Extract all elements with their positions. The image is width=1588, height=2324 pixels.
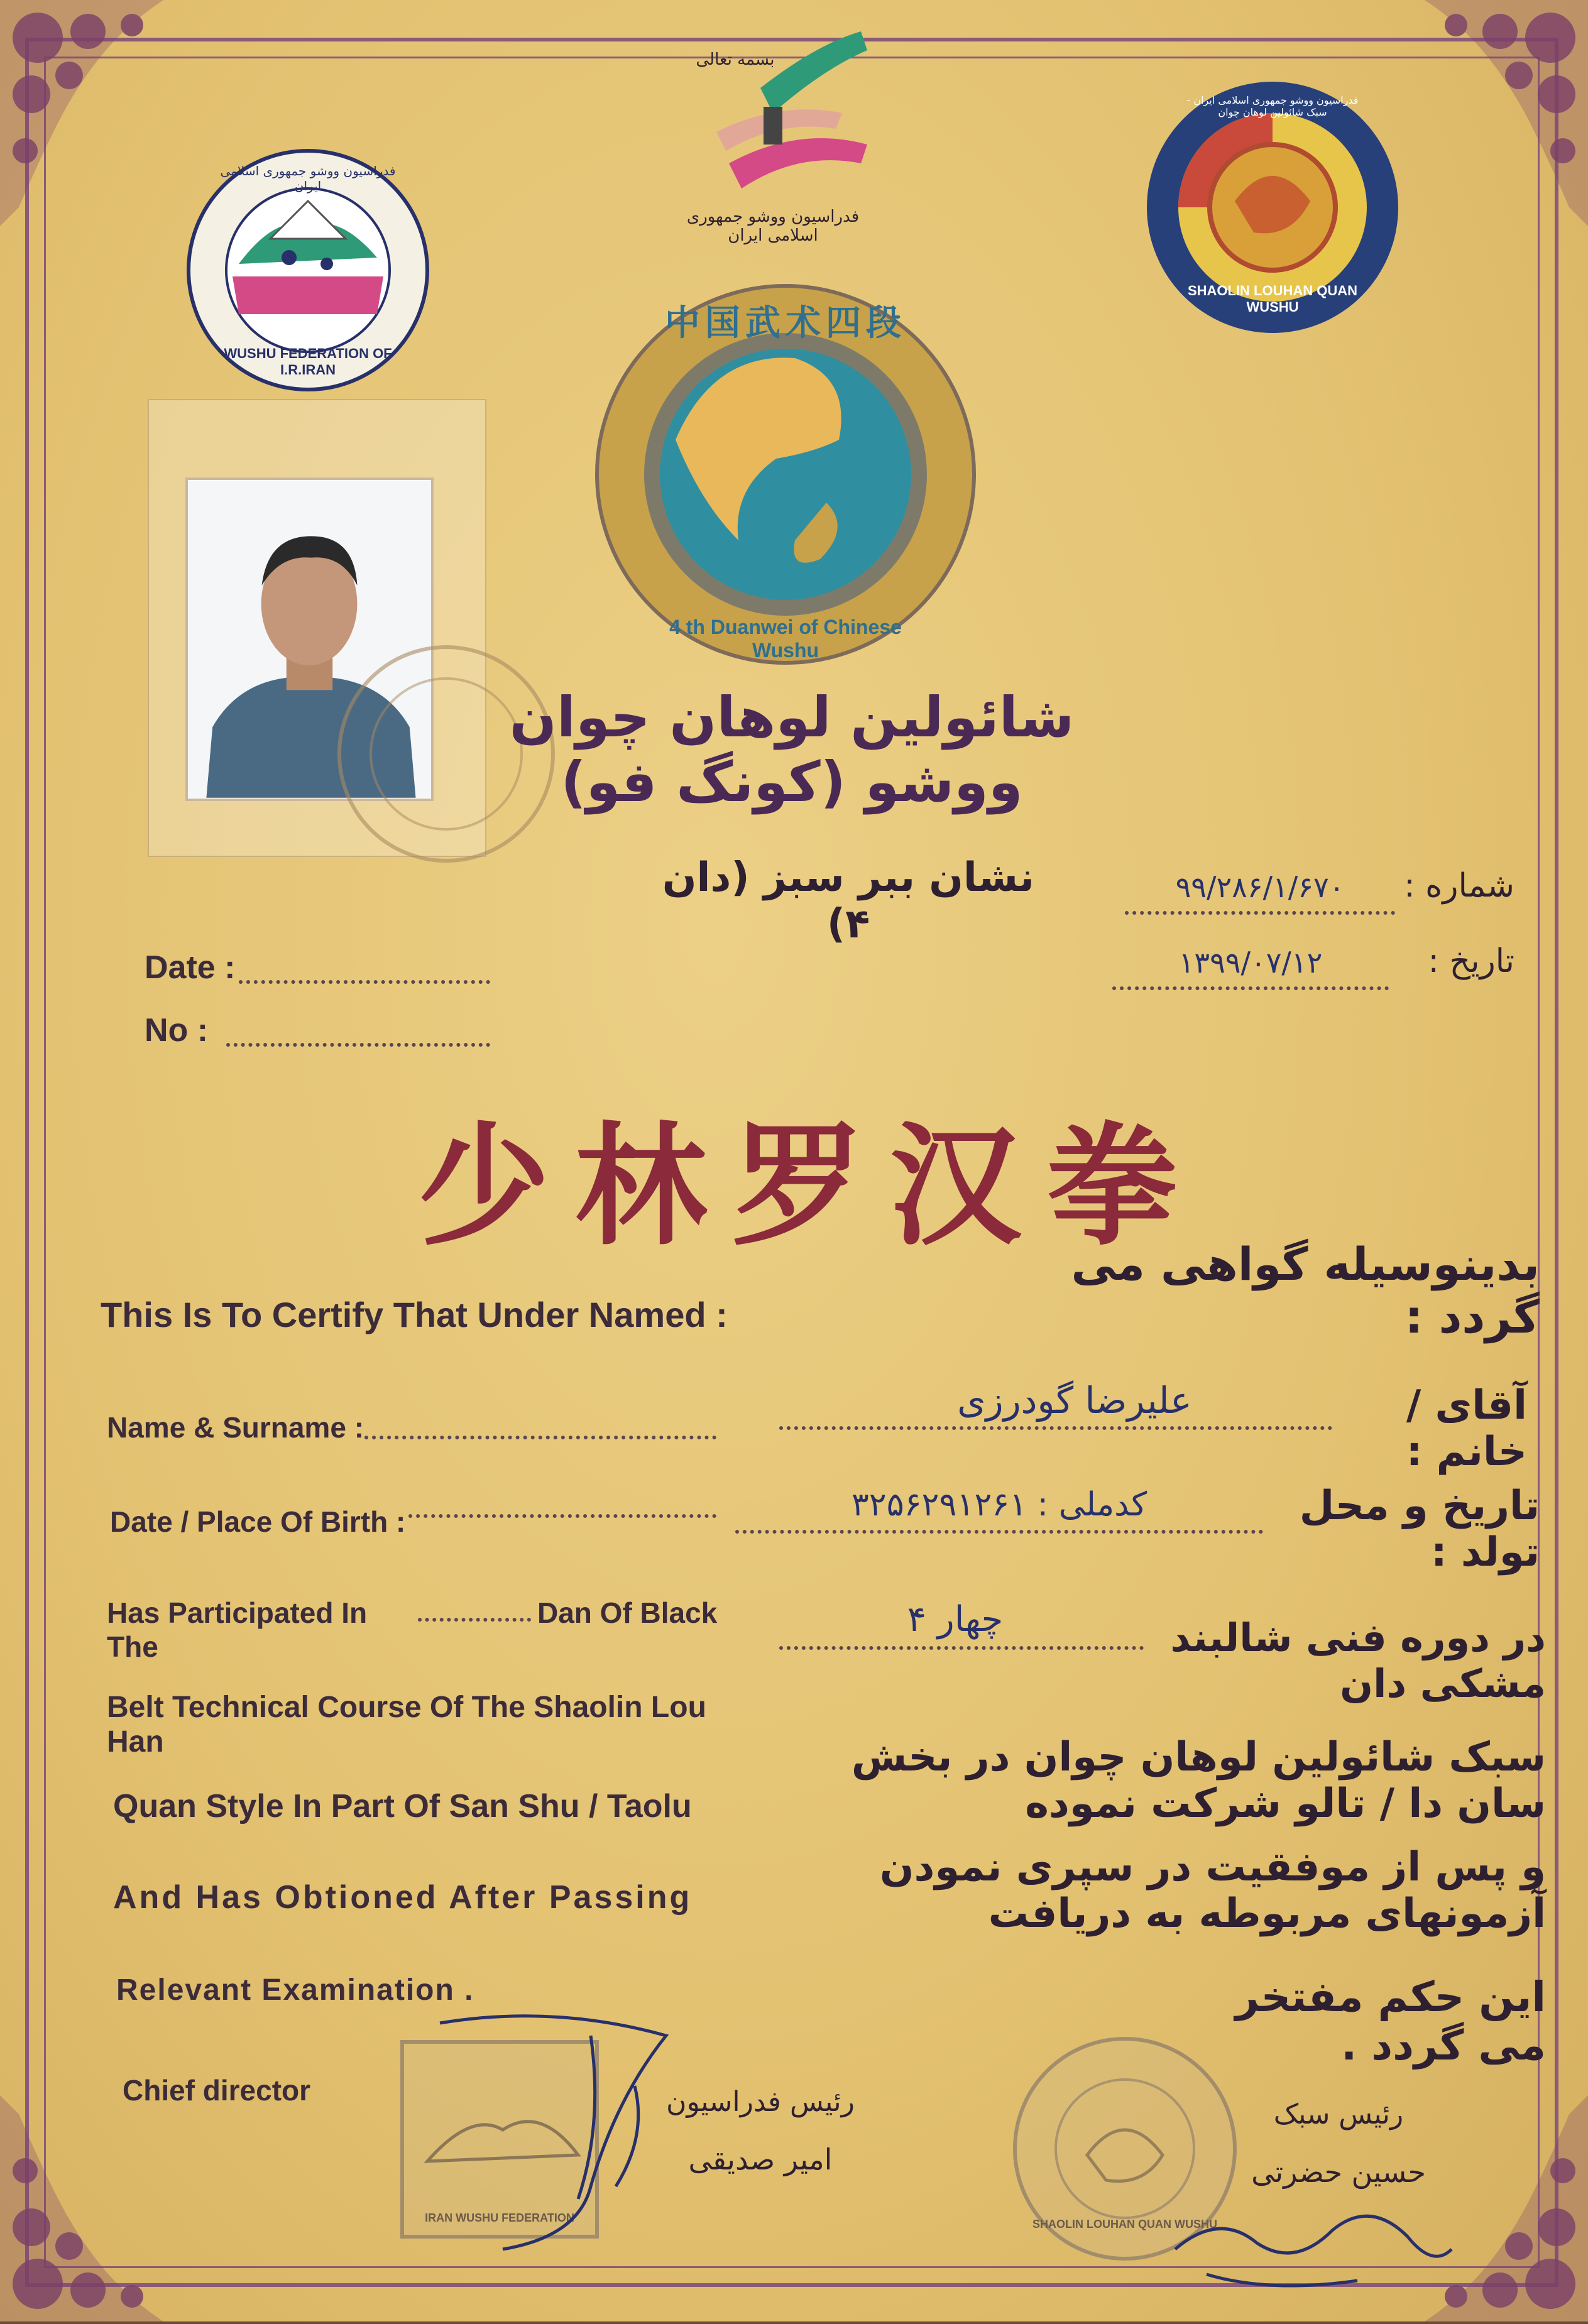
en-line-belt: Belt Technical Course Of The Shaolin Lou Han bbox=[107, 1691, 706, 1759]
no-en-dots bbox=[226, 1043, 490, 1047]
number-dots bbox=[1125, 911, 1395, 915]
en-line-quan: Quan Style In Part Of San Shu / Taolu bbox=[113, 1788, 692, 1825]
duanwei-emblem bbox=[588, 276, 983, 672]
en-chief-director: Chief director bbox=[123, 2074, 311, 2107]
en-participated-a: Has Participated In The bbox=[107, 1596, 368, 1663]
emblem-chinese-chars: 中国武术四段 bbox=[665, 303, 906, 342]
chinese-title: 少林罗汉拳 bbox=[417, 1108, 1203, 1263]
en-dob-dots bbox=[408, 1514, 716, 1518]
center-top-text: فدراسیون ووشو جمهوری اسلامی ایران bbox=[686, 207, 860, 245]
persian-title: شائولین لوهان چوان ووشو (کونگ فو) bbox=[509, 685, 1075, 814]
fed-name: امیر صدیقی bbox=[688, 2142, 833, 2176]
center-top-small-text: بسمه تعالی bbox=[696, 50, 775, 69]
fa-course-label: در دوره فنی شالبند مشکی دان bbox=[1170, 1615, 1546, 1706]
wushu-federation-logo bbox=[182, 145, 434, 396]
left-logo-en-text: WUSHU FEDERATION OF I.R.IRAN bbox=[224, 346, 392, 378]
fa-name-label: آقای / خانم : bbox=[1406, 1382, 1527, 1475]
fa-name-dots bbox=[779, 1426, 1332, 1430]
federation-stamp-text: IRAN WUSHU FEDERATION bbox=[425, 2212, 574, 2224]
shaolin-louhan-logo bbox=[1141, 75, 1405, 339]
date-dots bbox=[1112, 986, 1389, 990]
number-value: ۹۹/۲۸۶/۱/۶۷۰ bbox=[1175, 870, 1345, 904]
en-participated-b: Dan Of Black bbox=[537, 1596, 718, 1629]
date-label: تاریخ : bbox=[1428, 942, 1514, 980]
shaolin-stamp-text: SHAOLIN LOUHAN QUAN WUSHU bbox=[1032, 2218, 1217, 2230]
en-certify: This Is To Certify That Under Named : bbox=[101, 1295, 728, 1334]
corner-ornament-top-left bbox=[0, 0, 214, 239]
en-name-label: Name & Surname : bbox=[107, 1411, 364, 1444]
en-line-obtioned: And Has Obtioned After Passing bbox=[113, 1879, 693, 1916]
emblem-caption: 4 th Duanwei of Chinese Wushu bbox=[669, 616, 902, 662]
number-label: شماره : bbox=[1404, 867, 1514, 905]
fa-line-success: و پس از موفقیت در سپری نمودن آزمونهای مربوطه به دریافت bbox=[879, 1844, 1546, 1937]
style-name: حسین حضرتی bbox=[1251, 2155, 1426, 2189]
fa-certify: بدینوسیله گواهی می گردد : bbox=[1071, 1238, 1540, 1343]
fa-dob-value: کدملی : ۳۲۵۶۲۹۱۲۶۱ bbox=[851, 1486, 1147, 1524]
fa-name-value: علیرضا گودرزی bbox=[957, 1379, 1192, 1422]
date-en-label: Date : bbox=[145, 949, 236, 986]
en-participated-dots bbox=[418, 1618, 531, 1622]
federation-signature bbox=[427, 1998, 704, 2262]
fa-line-final: این حکم مفتخر می گردد . bbox=[1235, 1973, 1546, 2070]
date-value: ۱۳۹۹/۰۷/۱۲ bbox=[1178, 946, 1323, 979]
right-logo-en-text: SHAOLIN LOUHAN QUAN WUSHU bbox=[1187, 283, 1358, 315]
en-name-dots bbox=[364, 1436, 716, 1439]
en-dob-label: Date / Place Of Birth : bbox=[110, 1505, 406, 1538]
style-title: رئیس سبک bbox=[1273, 2098, 1404, 2130]
fed-title: رئیس فدراسیون bbox=[666, 2086, 855, 2118]
fa-dob-dots bbox=[735, 1530, 1263, 1534]
iran-wushu-federation-mark bbox=[654, 19, 892, 245]
persian-subtitle: نشان ببر سبز (دان ۴) bbox=[662, 854, 1035, 947]
right-logo-fa-text: فدراسیون ووشو جمهوری اسلامی ایران - سبک شائولین لوهان چوان bbox=[1186, 94, 1359, 118]
fa-dob-label: تاریخ و محل تولد : bbox=[1299, 1483, 1540, 1576]
date-en-dots bbox=[239, 980, 490, 984]
en-line-relevant: Relevant Examination . bbox=[116, 1973, 474, 2007]
style-signature bbox=[1169, 2174, 1458, 2299]
fa-dan-value: چهار ۴ bbox=[907, 1599, 1004, 1640]
left-logo-fa-text: فدراسیون ووشو جمهوری اسلامی ایران bbox=[220, 163, 396, 194]
no-en-label: No : bbox=[145, 1012, 209, 1049]
fa-line-style: سبک شائولین لوهان چوان در بخش سان دا / تالو شرکت نموده bbox=[851, 1734, 1546, 1827]
corner-ornament-top-right bbox=[1374, 0, 1588, 239]
corner-ornament-bottom-left bbox=[0, 2083, 214, 2321]
fa-dan-dots bbox=[779, 1646, 1144, 1650]
